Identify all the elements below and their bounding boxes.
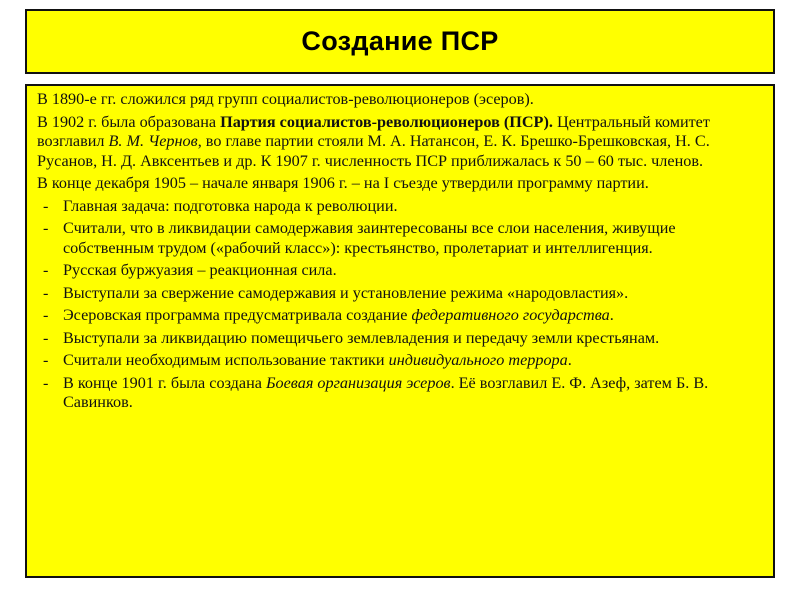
dash-marker: - [43,306,49,324]
program-list [37,197,757,413]
dash-marker: - [43,219,49,237]
combat-organization-italic: Боевая организация эсеров [265,373,451,392]
dash-marker: - [43,196,49,215]
individual-terror-italic: индивидуального террора [388,351,568,369]
list-item-text: Выступали за свержение самодержавия и установление режима «народовластия». [63,283,629,302]
list-item [37,197,757,217]
dash-marker: - [43,261,49,279]
paragraph-2-text-c: Центральный комитет возглавил [37,112,710,150]
list-item-text: Главная задача: подготовка народа к революции. [63,196,398,215]
dash-marker: - [43,351,49,369]
list-item [37,219,757,258]
list-item [37,284,757,304]
paragraph-2-text-a: В 1902 г. была образована [37,112,221,131]
list-item [37,261,757,281]
list-item-text [63,351,572,369]
chernov-italic: В. М. Чернов [108,132,198,150]
list-item-text-a: В конце 1901 г. была создана [63,373,266,392]
title-box [25,9,775,74]
paragraph-1 [37,90,757,110]
paragraph-1-text: В 1890-е гг. сложился ряд групп социалистов-революционеров (эсеров). [37,90,534,108]
paragraph-3 [37,174,757,194]
list-item-text: Считали, что в ликвидации самодержавия заинтересованы все слои населения, живущие собственным трудом («рабочий класс»): крестьянство, пролетариат и интеллигенция. [63,219,676,257]
list-item [37,306,757,326]
list-item-text-c: . [609,306,614,324]
federative-state-italic: федеративного государства [411,306,610,324]
paragraph-2-text-e: , во главе партии стояли М. А. Натансон, Е. К. Брешко-Брешковская, Н. С. Русанов, Н. Д. Авксентьев и др. К 1907 г. численность ПСР приближалась к 50 – 60 тыс. членов. [37,132,710,170]
dash-marker: - [43,328,49,347]
list-item [37,374,757,413]
paragraph-3-text: В конце декабря 1905 – начале января 1906 г. – на I съезде утвердили программу партии. [37,174,649,192]
list-item-text-c: . Её возглавил Е. Ф. Азеф, затем Б. В. Савинков. [63,373,709,411]
dash-marker: - [43,283,49,302]
content-box [25,84,775,578]
list-item [37,329,757,349]
list-item-text-a: Эсеровская программа предусматривала создание [63,306,412,324]
dash-marker: - [43,373,49,392]
list-item-text-c: . [567,351,572,369]
list-item-text-a: Считали необходимым использование тактики [63,351,389,369]
list-item [37,351,757,371]
party-name-bold: Партия социалистов-революционеров (ПСР). [220,112,553,131]
paragraph-2 [37,113,757,172]
list-item-text [63,306,614,324]
list-item-text: Русская буржуазия – реакционная сила. [63,261,337,279]
list-item-text [63,374,708,412]
list-item-text: Выступали за ликвидацию помещичьего землевладения и передачу земли крестьянам. [63,328,660,347]
slide-title: Создание ПСР [301,26,499,56]
